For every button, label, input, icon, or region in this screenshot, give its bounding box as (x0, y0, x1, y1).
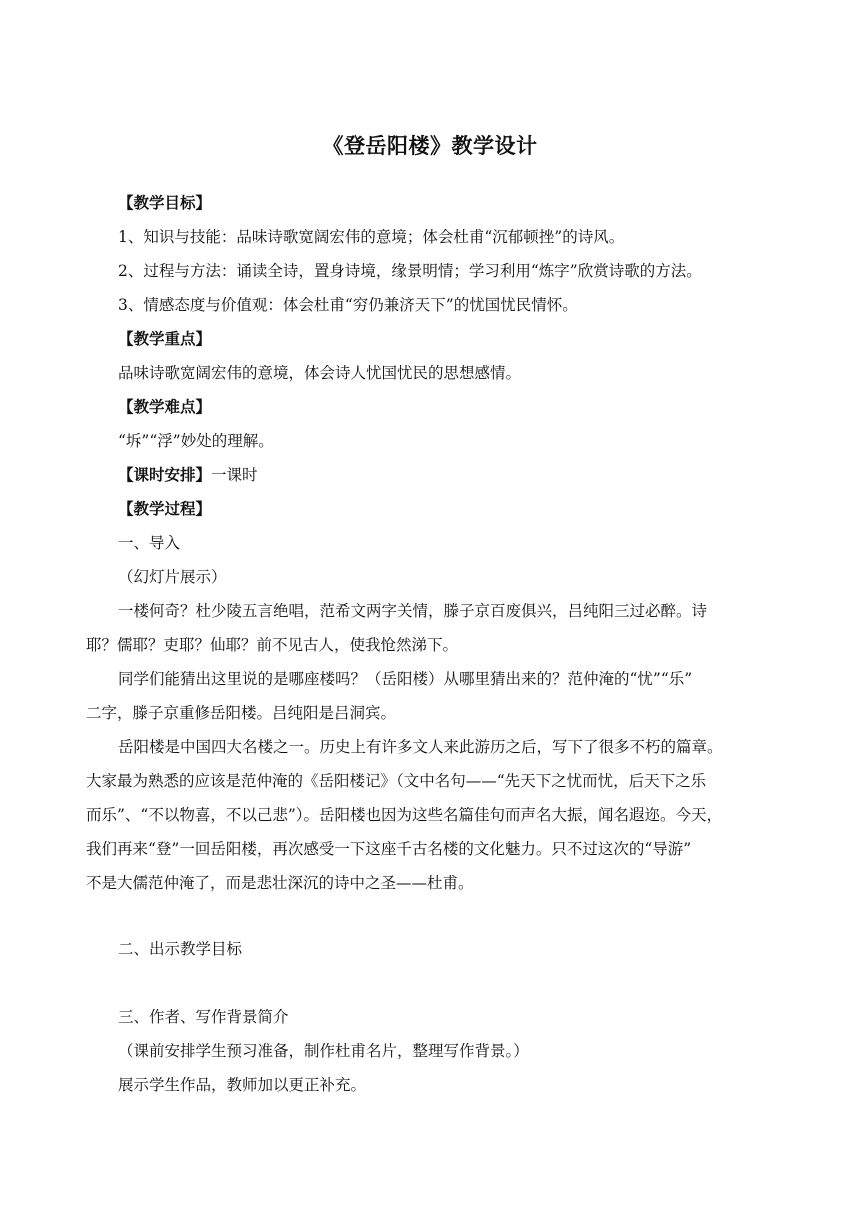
intro-paragraph-3-line-4: 我们再来“登”一回岳阳楼，再次感受一下这座千古名楼的文化魅力。只不过这次的“导游” (86, 840, 692, 858)
objective-item-2: 2、过程与方法：诵读全诗，置身诗境，缘景明情；学习利用“炼字”欣赏诗歌的方法。 (118, 262, 702, 280)
key-points-text: 品味诗歌宽阔宏伟的意境，体会诗人忧国忧民的思想感情。 (118, 364, 522, 382)
intro-paragraph-3-line-5: 不是大儒范仲淹了，而是悲壮深沉的诗中之圣——杜甫。 (86, 874, 474, 892)
objective-item-1: 1、知识与技能：品味诗歌宽阔宏伟的意境；体会杜甫“沉郁顿挫”的诗风。 (118, 228, 625, 246)
section3-text: 展示学生作品，教师加以更正补充。 (118, 1076, 367, 1094)
difficulties-heading: 【教学难点】 (118, 398, 212, 416)
section3-note: （课前安排学生预习准备，制作杜甫名片，整理写作背景。） (118, 1042, 529, 1060)
intro-paragraph-1-line-2: 耶？儒耶？吏耶？仙耶？前不见古人，使我怆然涕下。 (86, 636, 459, 654)
objectives-heading: 【教学目标】 (118, 194, 212, 212)
section1-note: （幻灯片展示） (118, 568, 227, 586)
schedule-text: 一课时 (211, 466, 258, 484)
intro-paragraph-2-line-1: 同学们能猜出这里说的是哪座楼吗？（岳阳楼）从哪里猜出来的？范仲淹的“忧”“乐” (118, 670, 693, 688)
document-title: 《登岳阳楼》教学设计 (322, 134, 538, 158)
intro-paragraph-3-line-2: 大家最为熟悉的应该是范仲淹的《岳阳楼记》（文中名句——“先天下之忧而忧，后天下之乐 (86, 772, 707, 790)
intro-paragraph-3-line-1: 岳阳楼是中国四大名楼之一。历史上有许多文人来此游历之后，写下了很多不朽的篇章。 (118, 738, 723, 756)
key-points-heading: 【教学重点】 (118, 330, 212, 348)
intro-paragraph-3-line-3: 而乐”、“不以物喜，不以己悲”）。岳阳楼也因为这些名篇佳句而声名大振，闻名遐迩。今天， (86, 806, 723, 824)
difficulties-text: “坼”“浮”妙处的理解。 (118, 432, 274, 450)
schedule-heading: 【课时安排】 (118, 466, 212, 484)
intro-paragraph-2-line-2: 二字，滕子京重修岳阳楼。吕纯阳是吕洞宾。 (86, 704, 397, 722)
schedule-line (118, 464, 258, 486)
section1-title: 一、导入 (118, 534, 181, 552)
intro-paragraph-1-line-1: 一楼何奇？杜少陵五言绝唱，范希文两字关情，滕子京百废俱兴，吕纯阳三过必醉。诗 (118, 602, 708, 620)
section2-title: 二、出示教学目标 (118, 940, 243, 958)
process-heading: 【教学过程】 (118, 500, 212, 518)
section3-title: 三、作者、写作背景简介 (118, 1008, 289, 1026)
objective-item-3: 3、情感态度与价值观：体会杜甫“穷仍兼济天下”的忧国忧民情怀。 (118, 296, 578, 314)
